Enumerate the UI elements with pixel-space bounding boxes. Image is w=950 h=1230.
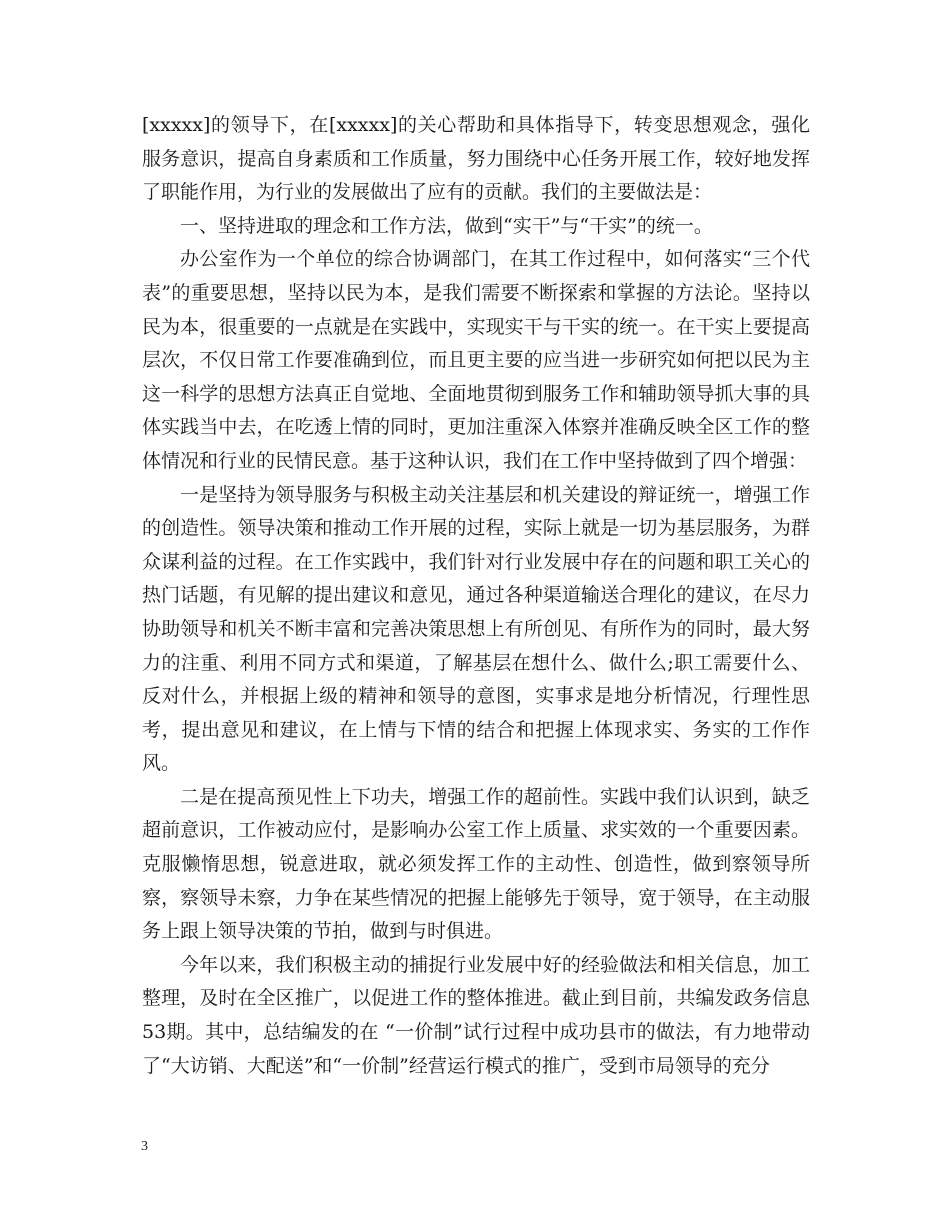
paragraph: 今年以来，我们积极主动的捕捉行业发展中好的经验做法和相关信息，加工整理，及时在全区推广，以促进工作的整体推进。截止到目前，共编发政务信息53期。其中，总结编发的在 “一价制”试行过程中成功县市的做法，有力地带动了“大访销、大配送”和“一价制”经营运行模式的推广，受到市局领导的充分 (142, 953, 810, 1077)
paragraph: 办公室作为一个单位的综合协调部门，在其工作过程中，如何落实“三个代表”的重要思想，坚持以民为本，是我们需要不断探索和掌握的方法论。坚持以民为本，很重要的一点就是在实践中，实现实干与干实的统一。在干实上要提高层次，不仅日常工作要准确到位，而且更主要的应当进一步研究如何把以民为主这一科学的思想方法真正自觉地、全面地贯彻到服务工作和辅助领导抓大事的具体实践当中去，在吃透上情的同时，更加注重深入体察并准确反映全区工作的整体情况和行业的民情民意。基于这种认识，我们在工作中坚持做到了四个增强： (142, 248, 810, 472)
paragraph: 一是坚持为领导服务与积极主动关注基层和机关建设的辩证统一，增强工作的创造性。领导决策和推动工作开展的过程，实际上就是一切为基层服务，为群众谋利益的过程。在工作实践中，我们针对行业发展中存在的问题和职工关心的热门话题，有见解的提出建议和意见，通过各种渠道输送合理化的建议，在尽力协助领导和机关不断丰富和完善决策思想上有所创见、有所作为的同时，最大努力的注重、利用不同方式和渠道，了解基层在想什么、做什么;职工需要什么、反对什么，并根据上级的精神和领导的意图，实事求是地分析情况，行理性思考，提出意见和建议，在上情与下情的结合和把握上体现求实、务实的工作作风。 (142, 483, 810, 775)
document-body (142, 109, 810, 1083)
paragraph: 一、坚持进取的理念和工作方法，做到“实干”与“干实”的统一。 (180, 214, 713, 237)
paragraph: 二是在提高预见性上下功夫，增强工作的超前性。实践中我们认识到，缺乏超前意识，工作被动应付，是影响办公室工作上质量、求实效的一个重要因素。克服懒惰思想，锐意进取，就必须发挥工作的主动性、创造性，做到察领导所察，察领导未察，力争在某些情况的把握上能够先于领导，宽于领导，在主动服务上跟上领导决策的节拍，做到与时俱进。 (142, 785, 810, 943)
paragraph: [xxxxx]的领导下，在[xxxxx]的关心帮助和具体指导下，转变思想观念，强化服务意识，提高自身素质和工作质量，努力围绕中心任务开展工作，较好地发挥了职能作用，为行业的发展做出了应有的贡献。我们的主要做法是： (142, 114, 810, 204)
page-number: 3 (141, 1139, 148, 1154)
